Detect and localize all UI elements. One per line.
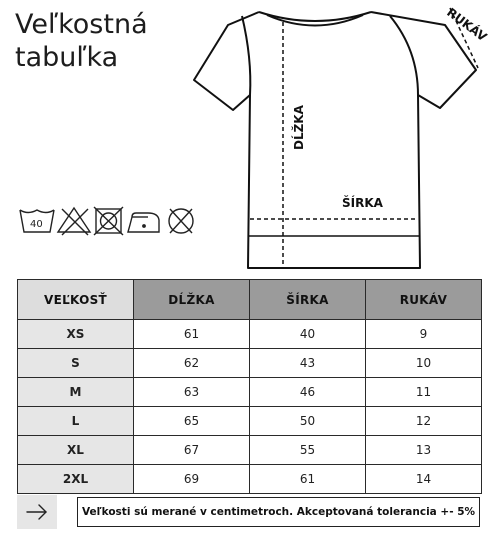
measurement-note: Veľkosti sú merané v centimetroch. Akceptovaná tolerancia +- 5% [77,497,480,527]
no-dry-clean-icon [169,209,193,233]
length-cell: 61 [134,320,250,349]
size-cell: XL [18,436,134,465]
sleeve-cell: 9 [366,320,482,349]
tshirt-collar-outer [259,12,371,21]
length-cell: 69 [134,465,250,494]
arrow-right-icon [17,495,57,529]
width-label: ŠÍRKA [342,196,383,210]
table-row [18,320,482,349]
tshirt-outline [194,12,476,268]
sleeve-cell: 10 [366,349,482,378]
no-bleach-icon [58,208,90,235]
size-cell: L [18,407,134,436]
width-cell: 61 [250,465,366,494]
sleeve-label: RUKÁV [444,5,490,45]
table-header-row [18,280,482,320]
header-length: DĹŽKA [134,280,250,320]
header-sleeve: RUKÁV [366,280,482,320]
sleeve-cell: 13 [366,436,482,465]
footer-note-row [17,495,482,529]
care-symbols [18,205,203,240]
header-width: ŠÍRKA [250,280,366,320]
width-cell: 55 [250,436,366,465]
title-line-2: tabuľka [15,42,119,73]
tshirt-diagram [180,0,490,275]
length-cell: 62 [134,349,250,378]
size-cell: 2XL [18,465,134,494]
tshirt-sleeve-seam-right [390,16,418,95]
width-cell: 40 [250,320,366,349]
width-cell: 46 [250,378,366,407]
sleeve-cell: 12 [366,407,482,436]
length-cell: 67 [134,436,250,465]
sleeve-cell: 11 [366,378,482,407]
table-row [18,349,482,378]
iron-low-icon [128,213,159,232]
table-row [18,378,482,407]
sleeve-cell: 14 [366,465,482,494]
table-row [18,465,482,494]
size-cell: XS [18,320,134,349]
size-table [17,279,482,494]
table-row [18,407,482,436]
svg-text:40: 40 [30,219,43,230]
size-cell: S [18,349,134,378]
length-label: DĹŽKA [292,105,306,150]
width-cell: 50 [250,407,366,436]
page-title [15,8,148,74]
length-cell: 63 [134,378,250,407]
length-cell: 65 [134,407,250,436]
width-cell: 43 [250,349,366,378]
title-line-1: Veľkostná [15,9,148,40]
header-size: VEĽKOSŤ [18,280,134,320]
table-row [18,436,482,465]
wash-40-icon [20,210,54,232]
tshirt-sleeve-seam-left [242,16,250,95]
no-tumble-dry-icon [94,207,123,235]
size-cell: M [18,378,134,407]
